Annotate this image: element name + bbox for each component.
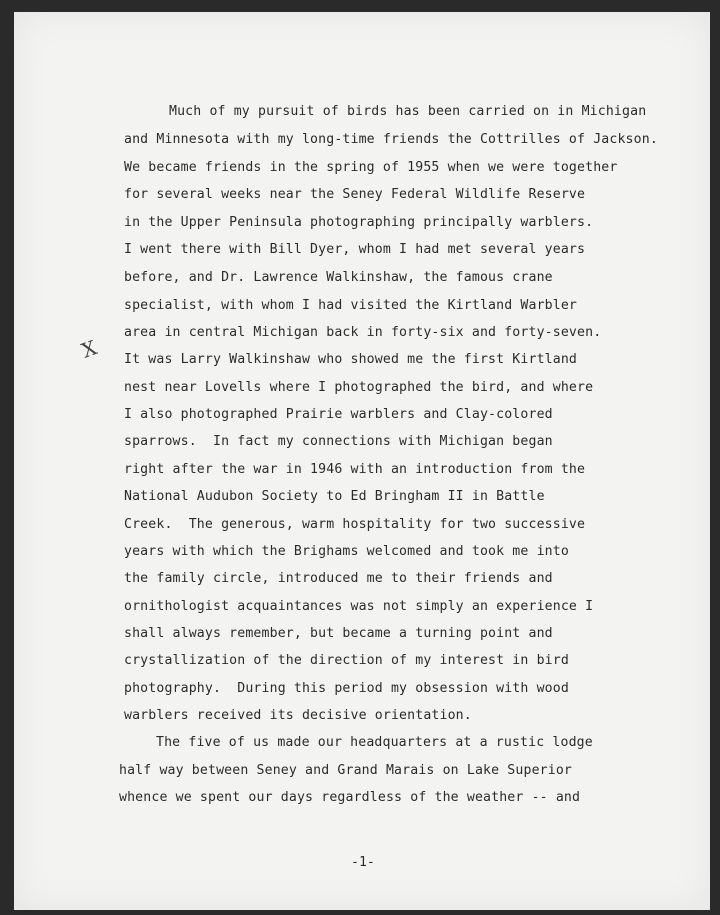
text-line: for several weeks near the Seney Federal Wildlife Reserve bbox=[124, 187, 586, 202]
text-line: specialist, with whom I had visited the Kirtland Warbler bbox=[124, 298, 578, 313]
text-line: ornithologist acquaintances was not simply an experience I bbox=[124, 599, 594, 614]
text-line: National Audubon Society to Ed Bringham II in Battle bbox=[124, 489, 545, 504]
text-line: I also photographed Prairie warblers and Clay-colored bbox=[124, 407, 553, 422]
text-line: photography. During this period my obsession with wood bbox=[124, 681, 569, 696]
document-page bbox=[14, 12, 710, 910]
text-line: half way between Seney and Grand Marais on Lake Superior bbox=[119, 763, 573, 778]
text-line: whence we spent our days regardless of the weather -- and bbox=[119, 790, 581, 805]
text-line: nest near Lovells where I photographed the bird, and where bbox=[124, 380, 594, 395]
text-line: before, and Dr. Lawrence Walkinshaw, the famous crane bbox=[124, 270, 553, 285]
text-line: We became friends in the spring of 1955 when we were together bbox=[124, 160, 618, 175]
text-line: Creek. The generous, warm hospitality for two successive bbox=[124, 517, 586, 532]
text-line: in the Upper Peninsula photographing principally warblers. bbox=[124, 215, 594, 230]
text-line: warblers received its decisive orientation. bbox=[124, 708, 472, 723]
page-number: -1- bbox=[351, 855, 375, 870]
text-line: crystallization of the direction of my interest in bird bbox=[124, 653, 569, 668]
text-line: right after the war in 1946 with an introduction from the bbox=[124, 462, 586, 477]
text-line: shall always remember, but became a turning point and bbox=[124, 626, 553, 641]
text-line: I went there with Bill Dyer, whom I had met several years bbox=[124, 242, 586, 257]
text-line: The five of us made our headquarters at a rustic lodge bbox=[156, 735, 593, 750]
text-line: area in central Michigan back in forty-six and forty-seven. bbox=[124, 325, 602, 340]
text-line: It was Larry Walkinshaw who showed me the first Kirtland bbox=[124, 352, 578, 367]
text-line: and Minnesota with my long-time friends the Cottrilles of Jackson. bbox=[124, 132, 658, 147]
text-line: Much of my pursuit of birds has been carried on in Michigan bbox=[169, 104, 647, 119]
margin-mark: X bbox=[78, 335, 100, 363]
text-line: years with which the Brighams welcomed and took me into bbox=[124, 544, 569, 559]
text-line: sparrows. In fact my connections with Michigan began bbox=[124, 434, 553, 449]
text-line: the family circle, introduced me to their friends and bbox=[124, 571, 553, 586]
